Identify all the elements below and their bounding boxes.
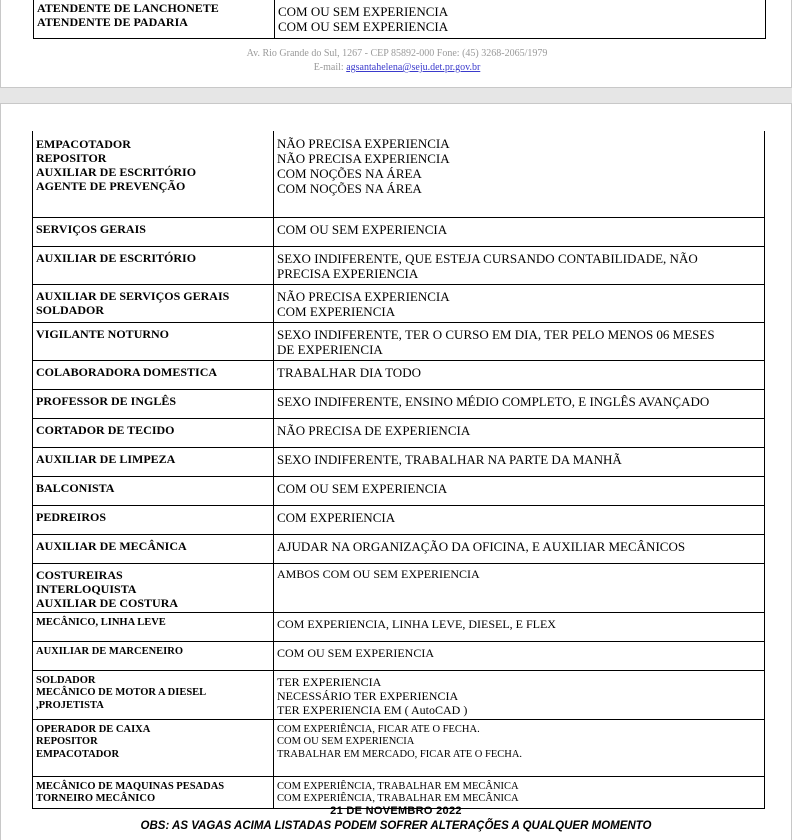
role-name: ATENDENTE DE LANCHONETE <box>37 1 219 15</box>
table-row <box>33 131 765 217</box>
role-name: AUXILIAR DE MARCENEIRO <box>36 645 184 657</box>
requirement-cell <box>274 476 765 505</box>
role-name: AGENTE DE PREVENÇÃO <box>36 179 186 193</box>
requirement-text: COM OU SEM EXPERIENCIA <box>278 4 449 19</box>
role-cell <box>33 131 274 217</box>
requirement-cell <box>274 246 765 284</box>
role-cell <box>33 447 274 476</box>
requirement-text: SEXO INDIFERENTE, TRABALHAR NA PARTE DA MANHÃ <box>277 451 622 467</box>
role-name: AUXILIAR DE LIMPEZA <box>36 451 176 466</box>
role-name: ATENDENTE DE PADARIA <box>37 15 188 29</box>
footer-address: Av. Rio Grande do Sul, 1267 - CEP 85892-000 Fone: (45) 3268-2065/1979 <box>246 48 548 59</box>
role-cell <box>33 534 274 563</box>
table-row <box>33 612 765 641</box>
requirement-text: COM EXPERIENCIA <box>277 509 396 525</box>
role-name: SOLDADOR <box>36 674 96 686</box>
requirement-text: TRABALHAR DIA TODO <box>277 364 421 380</box>
role-cell <box>33 641 274 670</box>
requirement-text: NÃO PRECISA EXPERIENCIA <box>277 151 450 166</box>
role-name: REPOSITOR <box>36 736 98 747</box>
requirement-text: COM OU SEM EXPERIENCIA <box>278 19 449 34</box>
requirement-cell <box>274 670 765 719</box>
requirement-text: SEXO INDIFERENTE, TER O CURSO EM DIA, TER PELO MENOS 06 MESES <box>277 326 715 342</box>
requirement-text: COM NOÇÕES NA ÁREA <box>277 181 422 196</box>
requirement-text: DE EXPERIENCIA <box>277 341 383 357</box>
requirement-cell <box>274 719 765 776</box>
requirement-text: COM EXPERIÊNCIA, TRABALHAR EM MECÂNICA <box>277 793 519 804</box>
role-name: INTERLOQUISTA <box>36 581 137 596</box>
role-cell <box>33 670 274 719</box>
requirement-text: AMBOS COM OU SEM EXPERIENCIA <box>277 566 480 581</box>
page-footer <box>1 47 792 75</box>
role-name: AUXILIAR DE MECÂNICA <box>36 538 187 553</box>
requirement-cell <box>274 776 765 808</box>
role-name: ,PROJETISTA <box>36 699 104 711</box>
role-name: TORNEIRO MECÂNICO <box>36 793 156 804</box>
requirement-text: TER EXPERIENCIA <box>277 674 382 689</box>
table-row <box>33 476 765 505</box>
requirement-cell <box>274 563 765 612</box>
requirement-cell <box>274 418 765 447</box>
role-name: COLABORADORA DOMESTICA <box>36 364 218 379</box>
requirement-text: NÃO PRECISA DE EXPERIENCIA <box>277 422 471 438</box>
table-row <box>33 284 765 322</box>
requirement-text: NECESSÁRIO TER EXPERIENCIA <box>277 688 459 703</box>
requirement-cell <box>274 505 765 534</box>
table-row <box>33 322 765 360</box>
role-name: AUXILIAR DE ESCRITÓRIO <box>36 250 197 265</box>
role-name: SERVIÇOS GERAIS <box>36 221 146 236</box>
requirement-text: AJUDAR NA ORGANIZAÇÃO DA OFICINA, E AUXILIAR MECÂNICOS <box>277 538 686 554</box>
requirement-cell <box>274 447 765 476</box>
table-row <box>33 563 765 612</box>
table-row <box>33 505 765 534</box>
role-name: BALCONISTA <box>36 480 115 495</box>
requirement-text: TRABALHAR EM MERCADO, FICAR ATE O FECHA. <box>277 748 523 760</box>
role-cell <box>33 389 274 418</box>
observation-note: OBS: AS VAGAS ACIMA LISTADAS PODEM SOFRER ALTERAÇÕES A QUALQUER MOMENTO <box>140 820 652 832</box>
requirement-cell <box>274 360 765 389</box>
table-row <box>33 246 765 284</box>
requirement-text: COM EXPERIENCIA, LINHA LEVE, DIESEL, E FLEX <box>277 616 556 631</box>
jobs-table-page-2 <box>32 131 765 809</box>
role-cell <box>33 719 274 776</box>
jobs-table-page-1 <box>33 0 766 39</box>
role-name: SOLDADOR <box>36 302 105 317</box>
requirement-cell <box>274 389 765 418</box>
role-cell <box>33 360 274 389</box>
requirement-cell <box>275 0 766 38</box>
table-row <box>33 418 765 447</box>
page-gap <box>0 88 792 103</box>
requirement-text: NÃO PRECISA EXPERIENCIA <box>277 288 450 304</box>
role-cell <box>33 217 274 246</box>
role-name: CORTADOR DE TECIDO <box>36 422 175 437</box>
requirement-cell <box>274 131 765 217</box>
requirement-cell <box>274 284 765 322</box>
requirement-text: COM EXPERIÊNCIA, FICAR ATE O FECHA. <box>277 723 480 735</box>
table-row <box>33 389 765 418</box>
role-name: MECÂNICO, LINHA LEVE <box>36 616 166 628</box>
requirement-text: NÃO PRECISA EXPERIENCIA <box>277 136 450 151</box>
document-page-1 <box>0 0 792 88</box>
requirement-text: PRECISA EXPERIENCIA <box>277 265 419 281</box>
requirement-text: COM NOÇÕES NA ÁREA <box>277 166 422 181</box>
role-name: EMPACOTADOR <box>36 748 120 760</box>
email-label: E-mail: <box>313 62 344 73</box>
role-cell <box>33 563 274 612</box>
role-name: VIGILANTE NOTURNO <box>36 326 170 341</box>
requirement-cell <box>274 641 765 670</box>
role-cell <box>33 246 274 284</box>
role-name: EMPACOTADOR <box>36 137 131 151</box>
requirement-cell <box>274 217 765 246</box>
role-cell <box>33 776 274 808</box>
table-row <box>34 0 766 38</box>
role-cell <box>33 505 274 534</box>
requirement-cell <box>274 534 765 563</box>
role-name: MECÂNICO DE MAQUINAS PESADAS <box>36 780 225 792</box>
table-row <box>33 670 765 719</box>
table-row <box>33 447 765 476</box>
document-date: 21 DE NOVEMBRO 2022 <box>330 805 462 817</box>
requirement-cell <box>274 322 765 360</box>
role-cell <box>33 322 274 360</box>
table-row <box>33 534 765 563</box>
table-row <box>33 360 765 389</box>
role-name: PROFESSOR DE INGLÊS <box>36 393 177 408</box>
role-name: MECÂNICO DE MOTOR A DIESEL <box>36 687 207 698</box>
role-cell <box>34 0 275 38</box>
requirement-text: SEXO INDIFERENTE, QUE ESTEJA CURSANDO CONTABILIDADE, NÃO <box>277 250 698 266</box>
role-name: OPERADOR DE CAIXA <box>36 723 151 735</box>
table-row <box>33 776 765 808</box>
role-name: PEDREIROS <box>36 509 107 524</box>
requirement-text: COM OU SEM EXPERIENCIA <box>277 736 415 747</box>
role-name: AUXILIAR DE COSTURA <box>36 595 179 610</box>
role-name: AUXILIAR DE SERVIÇOS GERAIS <box>36 288 230 303</box>
role-cell <box>33 418 274 447</box>
requirement-text: COM OU SEM EXPERIENCIA <box>277 221 448 237</box>
requirement-text: COM EXPERIENCIA <box>277 303 396 319</box>
role-cell <box>33 284 274 322</box>
role-name: REPOSITOR <box>36 151 107 165</box>
footer-email-line <box>1 61 792 75</box>
requirement-text: COM EXPERIÊNCIA, TRABALHAR EM MECÂNICA <box>277 780 519 792</box>
role-name: COSTUREIRAS <box>36 567 123 582</box>
email-link[interactable]: agsantahelena@seju.det.pr.gov.br <box>346 62 481 73</box>
requirement-cell <box>274 612 765 641</box>
role-cell <box>33 612 274 641</box>
requirement-text: COM OU SEM EXPERIENCIA <box>277 645 435 660</box>
requirement-text: SEXO INDIFERENTE, ENSINO MÉDIO COMPLETO, E INGLÊS AVANÇADO <box>277 393 710 409</box>
role-name: AUXILIAR DE ESCRITÓRIO <box>36 165 197 179</box>
requirement-text: COM OU SEM EXPERIENCIA <box>277 480 448 496</box>
table-row <box>33 641 765 670</box>
table-row <box>33 719 765 776</box>
requirement-text: TER EXPERIENCIA EM ( AutoCAD ) <box>277 702 468 717</box>
table-row <box>33 217 765 246</box>
role-cell <box>33 476 274 505</box>
